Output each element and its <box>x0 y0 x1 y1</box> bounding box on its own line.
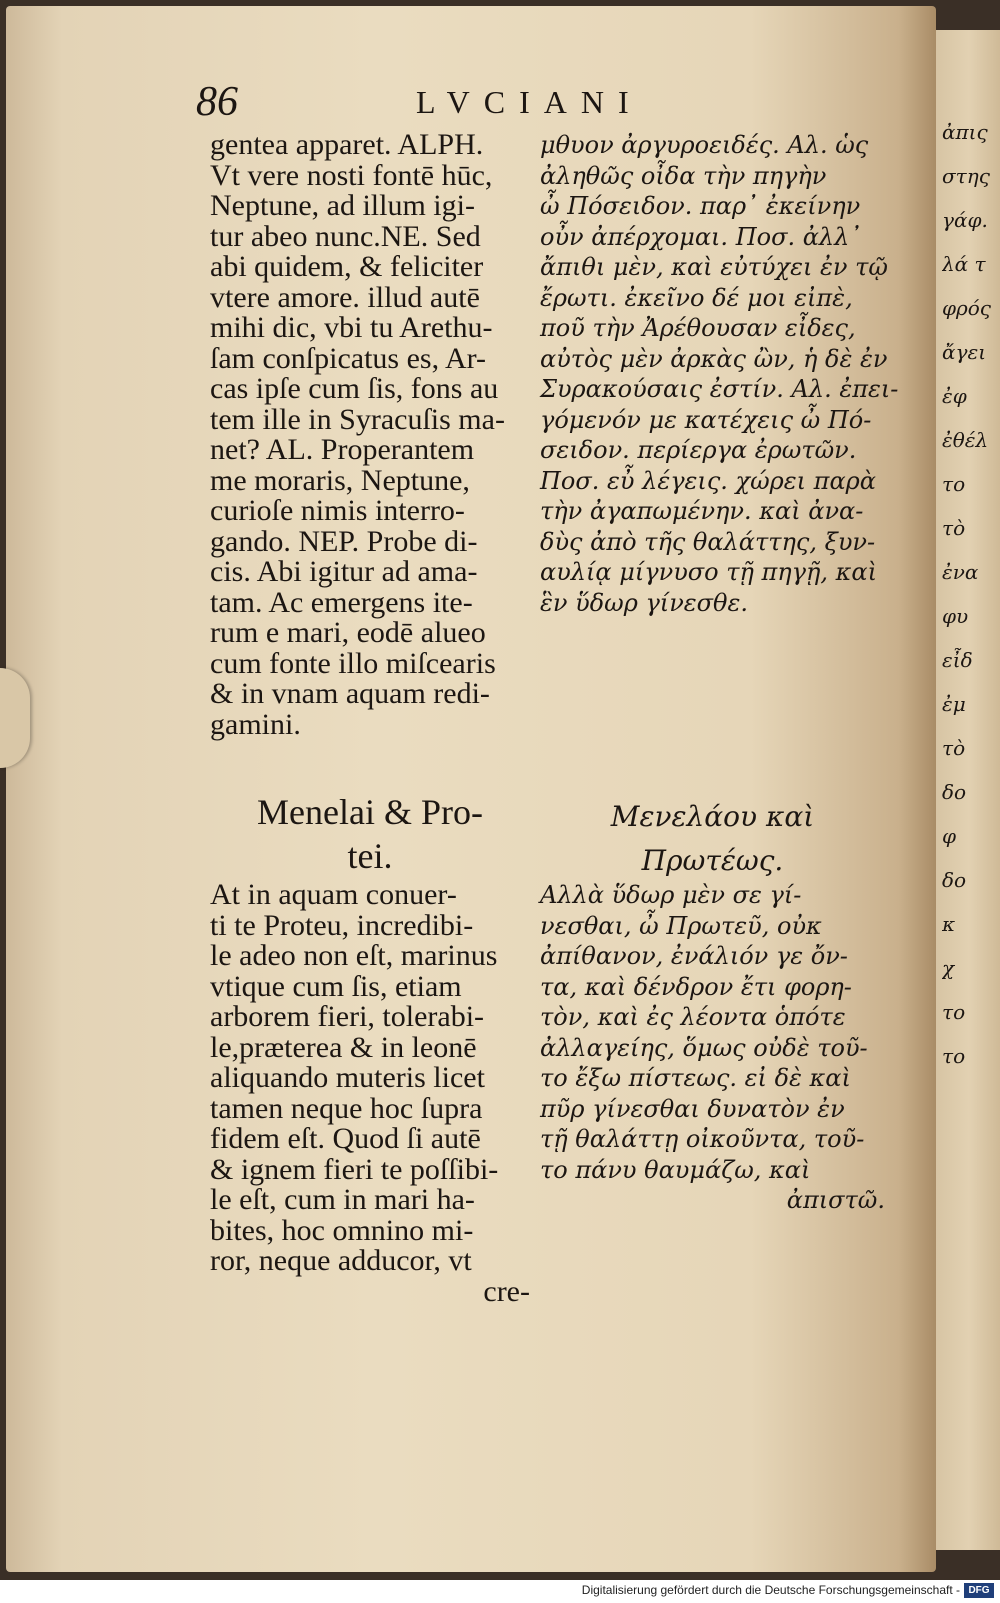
facing-page-fragment: δο <box>942 780 967 804</box>
greek-text-line: δὺς ἀπὸ τῆς θαλάττης, ξυν- <box>540 527 876 556</box>
page-header <box>196 78 716 128</box>
greek-text-line: σειδον. περίεργα ἐρωτῶν. <box>540 436 857 464</box>
greek-text-line: ἀπίθανον, ἐνάλιόν γε ὄν- <box>540 942 848 970</box>
facing-page-fragment: το <box>942 1000 966 1024</box>
latin-text-line: le,præterea & in leonē <box>210 1030 477 1064</box>
facing-page-fragment: το <box>942 472 966 496</box>
greek-text-line: το ἔξω πίστεως. εἰ δὲ καὶ <box>540 1064 851 1092</box>
latin-text-line: tam. Ac emergens ite- <box>210 585 473 619</box>
latin-text-line: tem ille in Syracuſis ma- <box>210 402 505 436</box>
greek-text-line: ἓν ὕδωρ γίνεσθε. <box>540 588 749 617</box>
latin-text-line: me moraris, Neptune, <box>210 463 470 497</box>
greek-text-line: ὦ Πόσειδον. παρ᾽ ἐκείνην <box>540 192 861 220</box>
facing-page-fragment: ἐθέλ <box>942 428 989 452</box>
latin-text-line: tamen neque hoc ſupra <box>210 1091 483 1125</box>
facing-page-text <box>942 120 998 1088</box>
facing-page-fragment: εἶδ <box>942 648 973 672</box>
latin-text-line: cis. Abi igitur ad ama- <box>210 555 478 588</box>
facing-page-fragment: λά τ <box>942 252 986 276</box>
latin-text-line: ſam conſpicatus es, Ar- <box>210 341 486 375</box>
latin-text-line: le adeo non eſt, marinus <box>210 939 498 972</box>
greek-text-line: τα, καὶ δένδρον ἔτι φορη- <box>540 972 852 1001</box>
greek-text-line: τὴν ἀγαπωμένην. καὶ ἀνα- <box>540 497 864 525</box>
facing-page-fragment: γάφ. <box>942 208 988 232</box>
latin-title-line: Menelai & Pro- <box>257 792 483 832</box>
greek-text-line: ἔρωτι. ἐκεῖνο δέ μοι εἰπὲ, <box>540 283 853 312</box>
facing-page-fragment: ἐνα <box>942 560 979 584</box>
greek-text-line: οὖν ἀπέρχομαι. Ποσ. ἀλλ᾽ <box>540 222 862 251</box>
latin-text-line: cas ipſe cum ſis, fons au <box>210 372 499 405</box>
latin-text-line: tur abeo nunc.NE. Sed <box>210 219 481 253</box>
latin-text-line: & ignem fieri te poſſibi- <box>210 1152 499 1186</box>
latin-text-line: vtique cum ſis, etiam <box>210 969 462 1003</box>
latin-text-line: aliquando muteris licet <box>210 1061 485 1094</box>
greek-text-line: γόμενόν με κατέχεις ὦ Πό- <box>540 405 872 434</box>
facing-page-fragment: τὸ <box>942 516 966 540</box>
facing-page-fragment: ἐμ <box>942 692 966 716</box>
latin-text-line: & in vnam aquam redi- <box>210 677 490 710</box>
latin-text-line: mihi dic, vbi tu Arethu- <box>210 311 493 344</box>
latin-text-line: ror, neque adducor, vt <box>210 1244 472 1277</box>
facing-page-fragment: στης <box>942 164 990 188</box>
dfg-logo: DFG <box>964 1583 994 1598</box>
page-number: 86 <box>196 79 238 125</box>
greek-last-line: ἀπιστῶ. <box>786 1186 885 1214</box>
greek-section-title <box>545 795 880 883</box>
greek-text-line: αυλίᾳ μίγνυσο τῇ πηγῇ, καὶ <box>540 558 878 586</box>
latin-text-line: le eſt, cum in mari ha- <box>210 1183 475 1216</box>
catchword: cre- <box>483 1274 530 1308</box>
running-head: LVCIANI <box>416 84 643 120</box>
latin-text-line: At in aquam conuer- <box>210 878 457 911</box>
latin-text-line: abi quidem, & feliciter <box>210 250 484 283</box>
greek-text-line: Αλλὰ ὕδωρ μὲν σε γί- <box>540 881 802 909</box>
greek-text-line: το πάνυ θαυμάζω, καὶ <box>540 1155 811 1184</box>
facing-page-fragment: φρός <box>942 296 992 320</box>
latin-column-bottom <box>210 880 530 1307</box>
facing-page-fragment: φ <box>942 824 957 848</box>
greek-title-line: Πρωτέως. <box>641 844 784 877</box>
greek-text-line: ἀληθῶς οἶδα τὴν πηγὴν <box>540 161 827 190</box>
latin-text-line: curioſe nimis interro- <box>210 494 465 527</box>
latin-text-line: net? AL. Properantem <box>210 433 475 466</box>
greek-text-line: Συρακούσαις ἐστίν. Αλ. ἐπει- <box>540 375 899 403</box>
facing-page-fragment: ἄγει <box>942 340 987 364</box>
latin-text-line: cum fonte illo miſcearis <box>210 646 496 680</box>
greek-text-line: τῇ θαλάττῃ οἰκοῦντα, τοῦ- <box>540 1125 865 1153</box>
facing-page-fragment: χ <box>942 956 955 980</box>
latin-column-top <box>210 130 530 740</box>
latin-text-line: fidem eſt. Quod ſi autē <box>210 1122 481 1155</box>
greek-column-bottom <box>540 880 885 1216</box>
latin-text-line: arborem fieri, tolerabi- <box>210 1000 485 1033</box>
facing-page-fragment: τὸ <box>942 736 966 760</box>
greek-text-line: μθυον ἀργυροειδές. Αλ. ὡς <box>540 131 869 159</box>
latin-text-line: gentea apparet. ALPH. <box>210 128 484 161</box>
greek-text-line: νεσθαι, ὦ Πρωτεῦ, οὐκ <box>540 911 822 940</box>
facing-page-fragment: δο <box>942 868 967 892</box>
latin-text-line: bites, hoc omnino mi- <box>210 1213 474 1247</box>
greek-title-line: Μενελάου καὶ <box>610 800 815 833</box>
greek-text-line: τὸν, καὶ ἐς λέοντα ὁπότε <box>540 1003 846 1031</box>
digitization-credit: Digitalisierung gefördert durch die Deutsche Forschungsgemeinschaft - <box>581 1583 960 1597</box>
latin-text-line: vtere amore. illud autē <box>210 280 480 314</box>
greek-text-line: ἄπιθι μὲν, καὶ εὐτύχει ἐν τῷ <box>540 253 888 281</box>
greek-text-line: Ποσ. εὖ λέγεις. χώρει παρὰ <box>540 466 876 495</box>
latin-text-line: ti te Proteu, incredibi- <box>210 908 474 942</box>
greek-column-top <box>540 130 899 618</box>
latin-text-line: Neptune, ad illum igi- <box>210 189 475 222</box>
latin-text-line: Vt vere nosti fontē hūc, <box>210 158 493 192</box>
facing-page-fragment: ἐφ <box>942 384 967 408</box>
greek-text-line: ἀλλαγείης, ὅμως οὐδὲ τοῦ- <box>540 1033 868 1062</box>
facing-page-fragment: φυ <box>942 604 969 628</box>
latin-title-line: tei. <box>347 836 393 876</box>
facing-page-fragment: το <box>942 1044 966 1068</box>
greek-text-line: ποῦ τὴν Ἀρέθουσαν εἶδες, <box>540 314 856 342</box>
latin-text-line: gamini. <box>210 707 301 741</box>
greek-text-line: πῦρ γίνεσθαι δυνατὸν ἐν <box>540 1094 845 1123</box>
greek-text-line: αὐτὸς μὲν ἀρκὰς ὢν, ἡ δὲ ἐν <box>540 344 888 373</box>
latin-text-line: rum e mari, eodē alueo <box>210 616 486 649</box>
facing-page-fragment: κ <box>942 912 956 936</box>
footer-bar <box>0 1580 1000 1603</box>
page-tab <box>0 668 30 768</box>
latin-text-line: gando. NEP. Probe di- <box>210 524 478 558</box>
facing-page-fragment: ἀπις <box>942 120 988 144</box>
latin-section-title <box>205 790 535 878</box>
